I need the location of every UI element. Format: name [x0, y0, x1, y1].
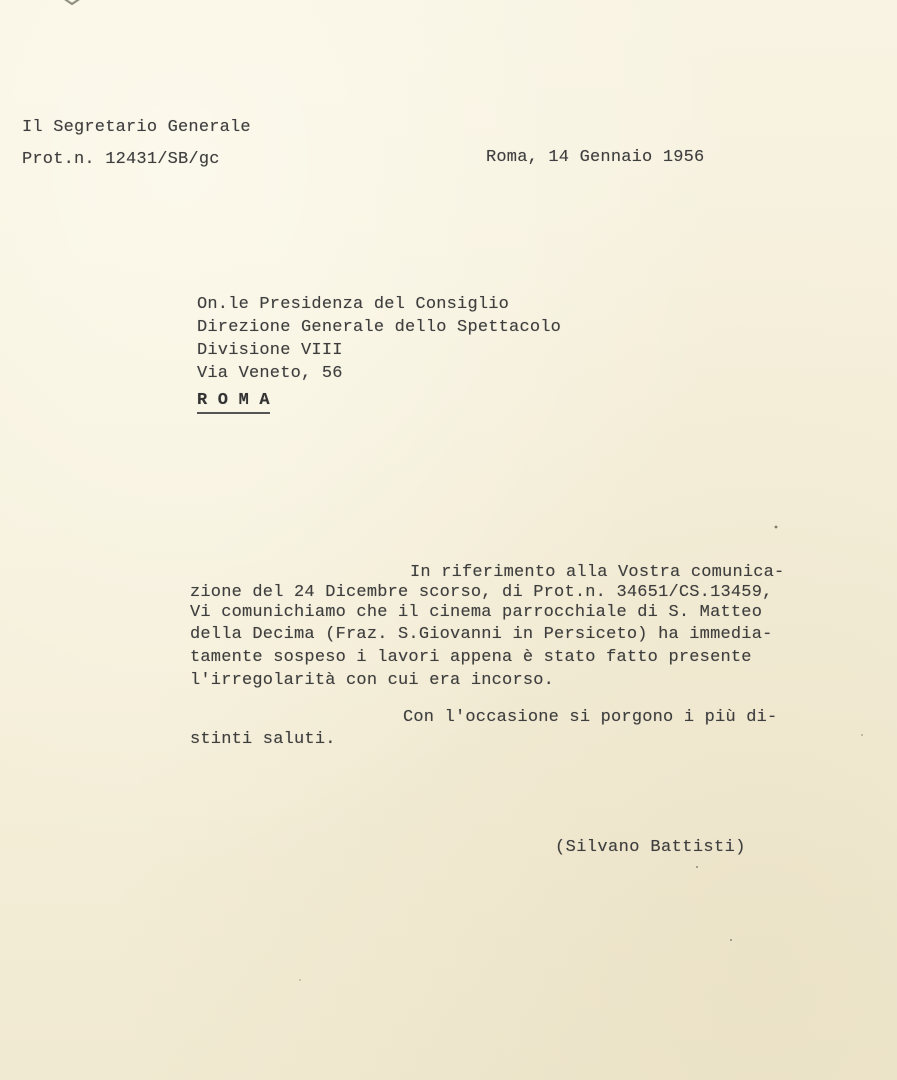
- closing-line-2: stinti saluti.: [190, 730, 336, 749]
- closing-line-1: Con l'occasione si porgono i più di-: [403, 708, 778, 727]
- signature: (Silvano Battisti): [555, 838, 746, 857]
- fold-mark-icon: [58, 0, 86, 6]
- body-line-3: Vi comunichiamo che il cinema parrocchiale di S. Matteo: [190, 603, 763, 622]
- recipient-line-4: Via Veneto, 56: [197, 364, 343, 383]
- recipient-line-2: Direzione Generale dello Spettacolo: [197, 318, 562, 337]
- protocol-number: Prot.n. 12431/SB/gc: [22, 150, 220, 169]
- place-date: Roma, 14 Gennaio 1956: [486, 148, 705, 167]
- recipient-line-1: On.le Presidenza del Consiglio: [197, 295, 510, 314]
- body-line-6: l'irregolarità con cui era incorso.: [190, 671, 555, 690]
- sender-title: Il Segretario Generale: [22, 118, 251, 137]
- recipient-line-3: Divisione VIII: [197, 341, 343, 360]
- body-line-4: della Decima (Fraz. S.Giovanni in Persiceto) ha immedia-: [190, 625, 773, 644]
- body-line-2: zione del 24 Dicembre scorso, di Prot.n. 34651/CS.13459,: [190, 583, 773, 602]
- recipient-city: R O M A: [197, 391, 270, 414]
- body-line-1: In riferimento alla Vostra comunica-: [410, 563, 785, 582]
- body-line-5: tamente sospeso i lavori appena è stato fatto presente: [190, 648, 752, 667]
